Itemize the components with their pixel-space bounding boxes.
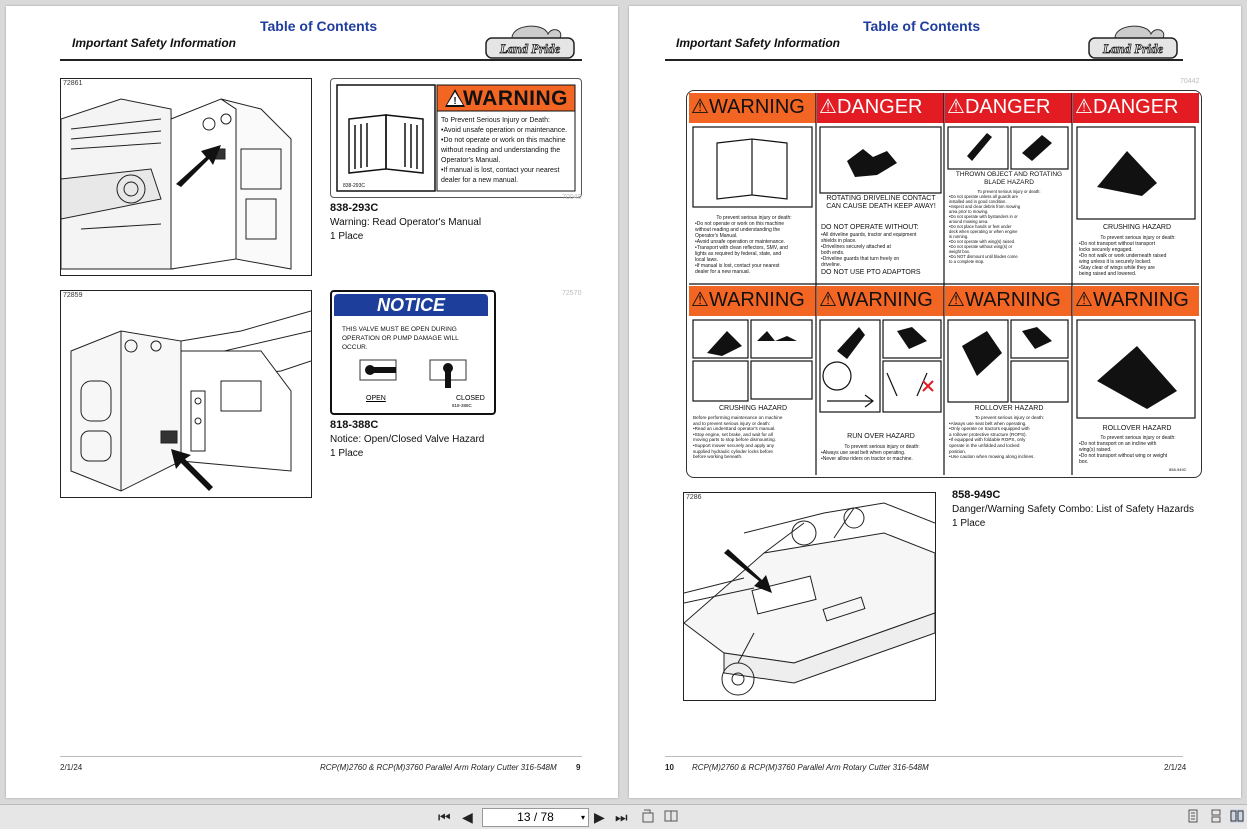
last-page-icon[interactable]: ⏭ xyxy=(615,809,628,825)
closed-label: CLOSED xyxy=(456,395,485,402)
part-label-818-388c xyxy=(330,418,484,461)
part-qty: 1 Place xyxy=(330,231,364,242)
page-number: 10 xyxy=(665,763,674,772)
part-description: Warning: Read Operator's Manual xyxy=(330,217,482,228)
page-9 xyxy=(6,6,618,798)
figure-id: 72861 xyxy=(63,80,83,87)
viewer-toolbar xyxy=(0,804,1247,829)
land-pride-logo xyxy=(482,20,578,62)
decal-code: 818-388C xyxy=(452,403,472,408)
header-rule xyxy=(60,59,582,61)
footer-date: 2/1/24 xyxy=(1164,763,1187,772)
caption-driveline: ROTATING DRIVELINE CONTACT CAN CAUSE DEATH KEEP AWAY! xyxy=(826,195,936,210)
figure-id: 72859 xyxy=(63,292,83,299)
page-10 xyxy=(629,6,1241,798)
first-page-icon[interactable]: ⏮ xyxy=(438,809,451,825)
part-label-858-949c xyxy=(952,488,1194,531)
combo-text-8: To prevent serious injury or death: •Do not transport on an incline with wing(s) raised. •Do not transport without wing or weight box. xyxy=(1079,435,1176,465)
combo-text-7: To prevent serious injury or death: •Always use seat belt when operating. •Only operate on tractors equipped with a rollover protective structure (ROPS). •If equipped with foldable ROPS, only operate in the unfolded and locked position. •Use caution when mowing along inclines. xyxy=(949,415,1045,460)
caption-crushing: CRUSHING HAZARD xyxy=(1102,224,1172,231)
toc-link[interactable]: Table of Contents xyxy=(863,18,981,34)
decal-818-388c xyxy=(330,290,496,415)
banner-danger-3: ⚠DANGER xyxy=(1075,96,1179,118)
crushing-person-icon xyxy=(1097,151,1157,196)
combo-text-5: Before performing maintenance on machine and to prevent serious injury or death: •Read an understand operator's manual. •Stop engine, set brake, and wait for all moving parts to stop before dismounting. •Support mower securely and apply any supplied hydraulic cylinder locks before before working beneath. xyxy=(693,415,783,460)
part-qty: 1 Place xyxy=(330,448,364,459)
logo-text: Land Pride xyxy=(1102,41,1164,56)
seatbelt-icon xyxy=(897,327,927,349)
caption-run-over: RUN OVER HAZARD xyxy=(847,433,915,440)
page-number: 9 xyxy=(576,763,581,772)
fall-under-icon xyxy=(837,327,865,359)
rotate-page-icon[interactable] xyxy=(641,809,655,823)
part-description: Notice: Open/Closed Valve Hazard xyxy=(330,434,485,445)
warning-banner: WARNING xyxy=(463,87,568,110)
section-title: Important Safety Information xyxy=(72,36,237,50)
footer-rule xyxy=(60,756,582,757)
caption-crushing-2: CRUSHING HAZARD xyxy=(718,405,788,412)
banner-warning-4: ⚠WARNING xyxy=(947,289,1061,311)
header-rule xyxy=(665,59,1183,61)
banner-warning-1: ⚠WARNING xyxy=(691,96,805,118)
machine-figure-3 xyxy=(683,492,936,701)
decal-code: 858-949C xyxy=(1169,467,1187,472)
page-indicator-input[interactable]: 13 / 78 ▾ xyxy=(482,808,589,827)
rollover-icon xyxy=(962,331,1002,376)
single-page-view-icon[interactable] xyxy=(1186,809,1200,823)
part-number: 858-949C xyxy=(952,489,1001,501)
machine-figure-1 xyxy=(60,78,312,276)
thrown-object-icon xyxy=(967,133,992,161)
continuous-view-icon[interactable] xyxy=(1209,809,1223,823)
decal-code: 838-293C xyxy=(343,183,365,189)
section-title: Important Safety Information xyxy=(676,36,841,50)
banner-warning-2: ⚠WARNING xyxy=(691,289,805,311)
decal-838-293c xyxy=(330,78,582,198)
combo-text-3: To prevent serious injury or death: •Do not operate unless all guards are installed and in good condition. •Inspect and clear debris from mowing area prior to mowing. •Do not operate with bystanders in or around mowing area. •Do not place hands or feet under deck when operating or when engine is running. •Do not operate with wing(s) raised. •Do not operate without wing(s) or weight box. •Do NOT dismount until blades come to a complete stop. xyxy=(949,189,1041,264)
safety-combo-decal xyxy=(686,90,1202,478)
caption-thrown-object: THROWN OBJECT AND ROTATING BLADE HAZARD xyxy=(955,171,1063,186)
combo-text-1: To prevent serious injury or death: •Do not operate or work on this machine without reading and understanding the Operator's Manual. •Avoid unsafe operation or maintenance. •Transport with clean reflectors, SMV, and lights as required by federal, state, and local laws. •If manual is lost, contact your nearest dealer for a new manual. xyxy=(695,215,792,275)
two-page-view-icon[interactable] xyxy=(664,809,678,823)
notice-banner: NOTICE xyxy=(376,295,445,315)
machine-drawing-3 xyxy=(684,493,935,700)
part-label-838-293c xyxy=(330,201,481,244)
part-description: Danger/Warning Safety Combo: List of Safety Hazards xyxy=(952,504,1194,515)
figure-id: 7286 xyxy=(686,494,702,501)
logo-text: Land Pride xyxy=(499,41,561,56)
image-id: 70040 xyxy=(562,194,582,201)
footer-date: 2/1/24 xyxy=(60,763,83,772)
machine-figure-2 xyxy=(60,290,312,498)
machine-drawing-2 xyxy=(61,291,311,497)
banner-warning-5: ⚠WARNING xyxy=(1075,289,1189,311)
next-page-icon[interactable]: ▶ xyxy=(594,809,605,825)
footer-rule xyxy=(665,756,1183,757)
decal-text: THIS VALVE MUST BE OPEN DURING OPERATION OR PUMP DAMAGE WILL OCCUR. xyxy=(342,326,459,351)
banner-danger-1: ⚠DANGER xyxy=(819,96,923,118)
part-number: 818-388C xyxy=(330,419,379,431)
footer-title: RCP(M)2760 & RCP(M)3760 Parallel Arm Rotary Cutter 316-548M xyxy=(692,763,929,772)
toc-link[interactable]: Table of Contents xyxy=(260,18,378,34)
valve-open-handle xyxy=(370,367,396,373)
land-pride-logo xyxy=(1085,20,1181,62)
combo-text-2: DO NOT OPERATE WITHOUT: •All driveline guards, tractor and equipment shields in place. •Drivelines securely attached at both ends. •Driveline guards that turn freely on driveline. DO NOT USE PTO ADAPTORS xyxy=(821,224,921,276)
open-label: OPEN xyxy=(366,395,386,402)
banner-danger-2: ⚠DANGER xyxy=(947,96,1051,118)
part-number: 838-293C xyxy=(330,202,379,214)
combo-text-6: To prevent serious injury or death: •Always use seat belt when operating. •Never allow riders on tractor or machine. xyxy=(821,444,920,462)
part-qty: 1 Place xyxy=(952,518,986,529)
combo-text-4: To prevent serious injury or death: •Do not transport without transport locks securely engaged. •Do not walk or work underneath raised wing unless it is securely locked. •Stay clear of wings while they are being raised and lowered. xyxy=(1079,235,1176,277)
svg-text:!: ! xyxy=(453,96,457,107)
image-id: 70442 xyxy=(1180,78,1200,85)
decal-text: To Prevent Serious Injury or Death: •Avoid unsafe operation or maintenance. •Do not operate or work on this machine without reading and understanding the Operator's Manual. •If manual is lost, contact your nearest dealer for a new manual. xyxy=(441,117,568,184)
rollover-wing-icon xyxy=(1097,346,1177,409)
person-driveline-icon xyxy=(847,149,897,177)
crush-person-icon xyxy=(707,331,742,356)
image-id: 72570 xyxy=(562,290,582,297)
caption-rollover-1: ROLLOVER HAZARD xyxy=(974,405,1044,412)
caption-rollover-2: ROLLOVER HAZARD xyxy=(1102,425,1172,432)
valve-closed-handle xyxy=(445,368,451,388)
facing-view-icon[interactable] xyxy=(1230,809,1244,823)
machine-drawing-1 xyxy=(61,79,311,275)
prev-page-icon[interactable]: ◀ xyxy=(462,809,473,825)
footer-title: RCP(M)2760 & RCP(M)3760 Parallel Arm Rotary Cutter 316-548M xyxy=(320,763,557,772)
banner-warning-3: ⚠WARNING xyxy=(819,289,933,311)
